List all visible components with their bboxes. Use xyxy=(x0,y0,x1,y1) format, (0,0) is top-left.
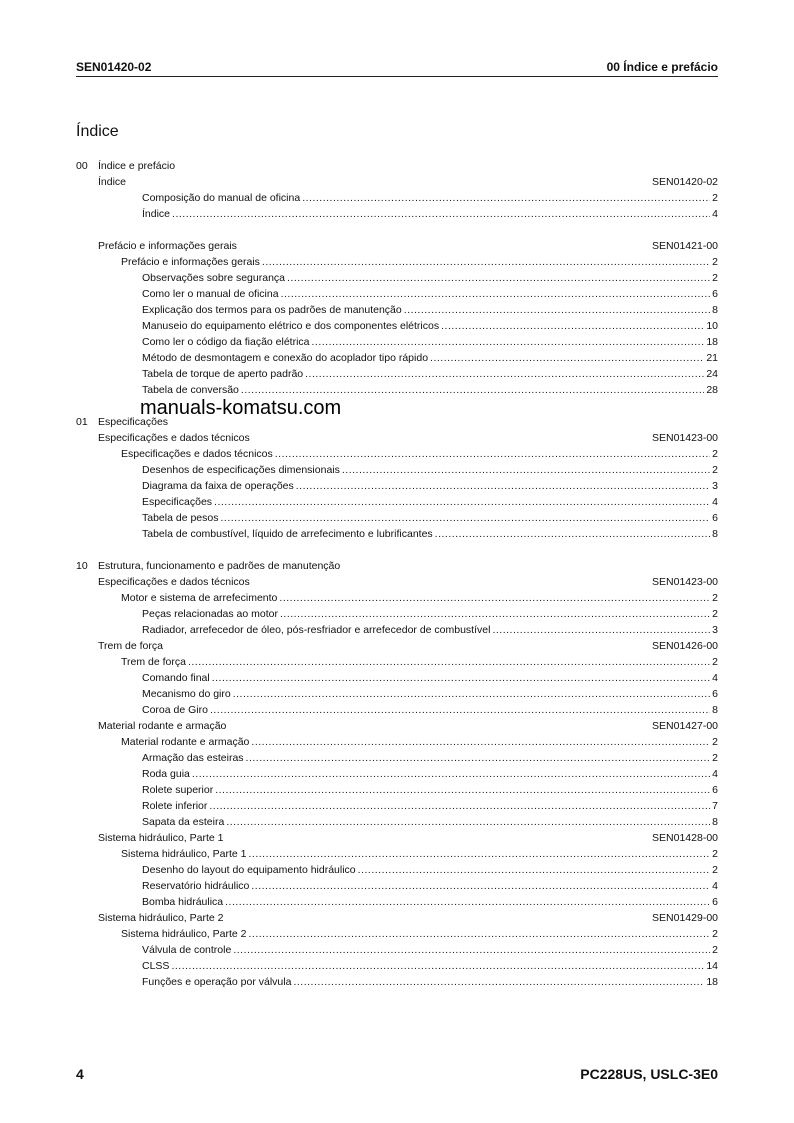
entry-title[interactable]: Sapata da esteira xyxy=(142,816,225,828)
entry-title[interactable]: Mecanismo do giro xyxy=(142,688,231,700)
document-title[interactable]: Sistema hidráulico, Parte 2 xyxy=(98,912,224,924)
entry-page-number: 6 xyxy=(712,688,718,700)
entry-page-number: 2 xyxy=(712,464,718,476)
entry-page-number: 21 xyxy=(706,352,718,364)
toc-document xyxy=(76,718,718,734)
entry-title[interactable]: Tabela de conversão xyxy=(142,384,239,396)
toc-entry xyxy=(76,382,718,398)
toc-document xyxy=(76,174,718,190)
chapter-title: Especificações xyxy=(98,416,169,428)
dot-leader xyxy=(220,510,710,526)
toc-entry xyxy=(76,958,718,974)
toc-entry xyxy=(76,318,718,334)
header-doc-code: SEN01420-02 xyxy=(76,60,152,74)
entry-page-number: 2 xyxy=(712,448,718,460)
entry-title[interactable]: Como ler o manual de oficina xyxy=(142,288,279,300)
entry-title[interactable]: Especificações xyxy=(142,496,213,508)
document-title[interactable]: Material rodante e armação xyxy=(98,720,227,732)
dot-leader xyxy=(226,814,710,830)
document-code: SEN01428-00 xyxy=(652,832,718,844)
chapter-number: 00 xyxy=(76,160,88,172)
entry-title[interactable]: Desenho do layout do equipamento hidráulico xyxy=(142,864,356,876)
toc-entry xyxy=(76,974,718,990)
entry-title[interactable]: Prefácio e informações gerais xyxy=(121,256,260,268)
toc-spacer xyxy=(76,222,718,238)
toc-entry xyxy=(76,286,718,302)
dot-leader xyxy=(293,974,704,990)
entry-page-number: 2 xyxy=(712,928,718,940)
toc-entry xyxy=(76,590,718,606)
chapter-title: Estrutura, funcionamento e padrões de manutenção xyxy=(98,560,341,572)
dot-leader xyxy=(215,782,710,798)
toc-document xyxy=(76,910,718,926)
entry-title[interactable]: Funções e operação por válvula xyxy=(142,976,292,988)
entry-title[interactable]: Roda guia xyxy=(142,768,190,780)
footer-page-number: 4 xyxy=(76,1066,84,1082)
dot-leader xyxy=(192,766,710,782)
table-of-contents xyxy=(76,158,718,990)
entry-title[interactable]: Rolete superior xyxy=(142,784,214,796)
dot-leader xyxy=(209,798,710,814)
entry-page-number: 7 xyxy=(712,800,718,812)
entry-title[interactable]: Coroa de Giro xyxy=(142,704,208,716)
dot-leader xyxy=(251,878,710,894)
page-title: Índice xyxy=(76,123,119,140)
entry-page-number: 2 xyxy=(712,592,718,604)
entry-page-number: 2 xyxy=(712,944,718,956)
toc-entry xyxy=(76,254,718,270)
toc-spacer xyxy=(76,542,718,558)
entry-title[interactable]: Comando final xyxy=(142,672,210,684)
dot-leader xyxy=(404,302,710,318)
dot-leader xyxy=(441,318,704,334)
dot-leader xyxy=(435,526,710,542)
toc-document xyxy=(76,638,718,654)
entry-page-number: 2 xyxy=(712,656,718,668)
toc-document xyxy=(76,574,718,590)
toc-entry xyxy=(76,462,718,478)
entry-page-number: 18 xyxy=(706,976,718,988)
dot-leader xyxy=(214,494,710,510)
dot-leader xyxy=(246,750,711,766)
entry-page-number: 28 xyxy=(706,384,718,396)
entry-title[interactable]: Sistema hidráulico, Parte 1 xyxy=(121,848,247,860)
entry-page-number: 8 xyxy=(712,816,718,828)
entry-page-number: 3 xyxy=(712,480,718,492)
entry-page-number: 3 xyxy=(712,624,718,636)
toc-entry xyxy=(76,478,718,494)
toc-entry xyxy=(76,750,718,766)
document-code: SEN01423-00 xyxy=(652,432,718,444)
entry-title[interactable]: Armação das esteiras xyxy=(142,752,244,764)
dot-leader xyxy=(305,366,704,382)
entry-title[interactable]: Material rodante e armação xyxy=(121,736,250,748)
entry-page-number: 8 xyxy=(712,704,718,716)
entry-title[interactable]: Método de desmontagem e conexão do acoplador tipo rápido xyxy=(142,352,429,364)
document-title[interactable]: Trem de força xyxy=(98,640,163,652)
entry-page-number: 8 xyxy=(712,528,718,540)
entry-title[interactable]: CLSS xyxy=(142,960,170,972)
toc-entry xyxy=(76,622,718,638)
dot-leader xyxy=(342,462,710,478)
dot-leader xyxy=(302,190,710,206)
entry-title[interactable]: Reservatório hidráulico xyxy=(142,880,250,892)
chapter-title: Índice e prefácio xyxy=(98,160,176,172)
entry-title[interactable]: Válvula de controle xyxy=(142,944,232,956)
document-code: SEN01429-00 xyxy=(652,912,718,924)
chapter-number: 01 xyxy=(76,416,88,428)
entry-page-number: 2 xyxy=(712,864,718,876)
toc-entry xyxy=(76,366,718,382)
document-code: SEN01420-02 xyxy=(652,176,718,188)
dot-leader xyxy=(287,270,710,286)
toc-entry xyxy=(76,270,718,286)
entry-page-number: 4 xyxy=(712,672,718,684)
entry-title[interactable]: Rolete inferior xyxy=(142,800,208,812)
document-code: SEN01426-00 xyxy=(652,640,718,652)
dot-leader xyxy=(280,606,710,622)
dot-leader xyxy=(492,622,710,638)
entry-page-number: 10 xyxy=(706,320,718,332)
document-code: SEN01421-00 xyxy=(652,240,718,252)
chapter-number: 10 xyxy=(76,560,88,572)
dot-leader xyxy=(279,590,710,606)
toc-entry xyxy=(76,606,718,622)
dot-leader xyxy=(241,382,704,398)
toc-entry xyxy=(76,702,718,718)
entry-page-number: 2 xyxy=(712,736,718,748)
document-title[interactable]: Índice xyxy=(98,176,127,188)
entry-page-number: 4 xyxy=(712,880,718,892)
entry-title[interactable]: Observações sobre segurança xyxy=(142,272,285,284)
dot-leader xyxy=(358,862,711,878)
entry-title[interactable]: Motor e sistema de arrefecimento xyxy=(121,592,278,604)
document-code: SEN01427-00 xyxy=(652,720,718,732)
entry-title[interactable]: Especificações e dados técnicos xyxy=(121,448,273,460)
dot-leader xyxy=(225,894,710,910)
toc-entry xyxy=(76,206,718,222)
toc-entry xyxy=(76,334,718,350)
dot-leader xyxy=(210,702,710,718)
dot-leader xyxy=(275,446,710,462)
entry-page-number: 2 xyxy=(712,272,718,284)
dot-leader xyxy=(248,846,710,862)
dot-leader xyxy=(212,670,710,686)
toc-entry xyxy=(76,654,718,670)
entry-page-number: 2 xyxy=(712,192,718,204)
toc-document xyxy=(76,238,718,254)
toc-entry xyxy=(76,814,718,830)
toc-entry xyxy=(76,942,718,958)
toc-entry xyxy=(76,526,718,542)
dot-leader xyxy=(262,254,710,270)
entry-page-number: 4 xyxy=(712,768,718,780)
toc-chapter xyxy=(76,158,718,174)
entry-title[interactable]: Manuseio do equipamento elétrico e dos componentes elétricos xyxy=(142,320,440,332)
entry-title[interactable]: Peças relacionadas ao motor xyxy=(142,608,278,620)
entry-page-number: 6 xyxy=(712,784,718,796)
toc-entry xyxy=(76,782,718,798)
entry-page-number: 14 xyxy=(706,960,718,972)
toc-entry xyxy=(76,302,718,318)
dot-leader xyxy=(312,334,705,350)
entry-page-number: 6 xyxy=(712,512,718,524)
entry-title[interactable]: Tabela de pesos xyxy=(142,512,219,524)
entry-page-number: 2 xyxy=(712,848,718,860)
toc-entry xyxy=(76,878,718,894)
header-section-title: 00 Índice e prefácio xyxy=(606,60,718,74)
entry-title[interactable]: Trem de força xyxy=(121,656,186,668)
dot-leader xyxy=(172,206,710,222)
entry-title[interactable]: Tabela de combustível, líquido de arrefecimento e lubrificantes xyxy=(142,528,433,540)
dot-leader xyxy=(251,734,710,750)
entry-page-number: 6 xyxy=(712,896,718,908)
dot-leader xyxy=(233,686,710,702)
entry-title[interactable]: Explicação dos termos para os padrões de manutenção xyxy=(142,304,402,316)
entry-title[interactable]: Tabela de torque de aperto padrão xyxy=(142,368,304,380)
toc-entry xyxy=(76,494,718,510)
dot-leader xyxy=(171,958,704,974)
document-title[interactable]: Sistema hidráulico, Parte 1 xyxy=(98,832,224,844)
toc-document xyxy=(76,430,718,446)
toc-entry xyxy=(76,670,718,686)
entry-page-number: 2 xyxy=(712,256,718,268)
dot-leader xyxy=(248,926,710,942)
entry-page-number: 6 xyxy=(712,288,718,300)
entry-page-number: 4 xyxy=(712,208,718,220)
toc-entry xyxy=(76,350,718,366)
entry-title[interactable]: Radiador, arrefecedor de óleo, pós-resfriador e arrefecedor de combustível xyxy=(142,624,491,636)
toc-entry xyxy=(76,734,718,750)
dot-leader xyxy=(233,942,710,958)
toc-entry xyxy=(76,446,718,462)
document-code: SEN01423-00 xyxy=(652,576,718,588)
toc-entry xyxy=(76,686,718,702)
entry-title[interactable]: Desenhos de especificações dimensionais xyxy=(142,464,340,476)
dot-leader xyxy=(281,286,711,302)
entry-page-number: 8 xyxy=(712,304,718,316)
entry-title[interactable]: Como ler o código da fiação elétrica xyxy=(142,336,310,348)
entry-title[interactable]: Diagrama da faixa de operações xyxy=(142,480,294,492)
toc-entry xyxy=(76,846,718,862)
entry-page-number: 24 xyxy=(706,368,718,380)
toc-entry xyxy=(76,798,718,814)
header-rule xyxy=(76,76,718,77)
entry-page-number: 4 xyxy=(712,496,718,508)
footer-model: PC228US, USLC-3E0 xyxy=(580,1066,718,1082)
toc-entry xyxy=(76,510,718,526)
dot-leader xyxy=(188,654,710,670)
toc-entry xyxy=(76,862,718,878)
entry-page-number: 2 xyxy=(712,608,718,620)
entry-title[interactable]: Índice xyxy=(142,208,171,220)
dot-leader xyxy=(430,350,704,366)
document-title[interactable]: Especificações e dados técnicos xyxy=(98,576,250,588)
toc-entry xyxy=(76,190,718,206)
document-title[interactable]: Especificações e dados técnicos xyxy=(98,432,250,444)
entry-page-number: 2 xyxy=(712,752,718,764)
entry-page-number: 18 xyxy=(706,336,718,348)
toc-entry xyxy=(76,766,718,782)
toc-chapter xyxy=(76,558,718,574)
watermark[interactable]: manuals-komatsu.com xyxy=(140,397,342,419)
toc-document xyxy=(76,830,718,846)
toc-entry xyxy=(76,926,718,942)
entry-title[interactable]: Bomba hidráulica xyxy=(142,896,224,908)
document-title[interactable]: Prefácio e informações gerais xyxy=(98,240,237,252)
entry-title[interactable]: Sistema hidráulico, Parte 2 xyxy=(121,928,247,940)
toc-entry xyxy=(76,894,718,910)
dot-leader xyxy=(296,478,710,494)
entry-title[interactable]: Composição do manual de oficina xyxy=(142,192,301,204)
